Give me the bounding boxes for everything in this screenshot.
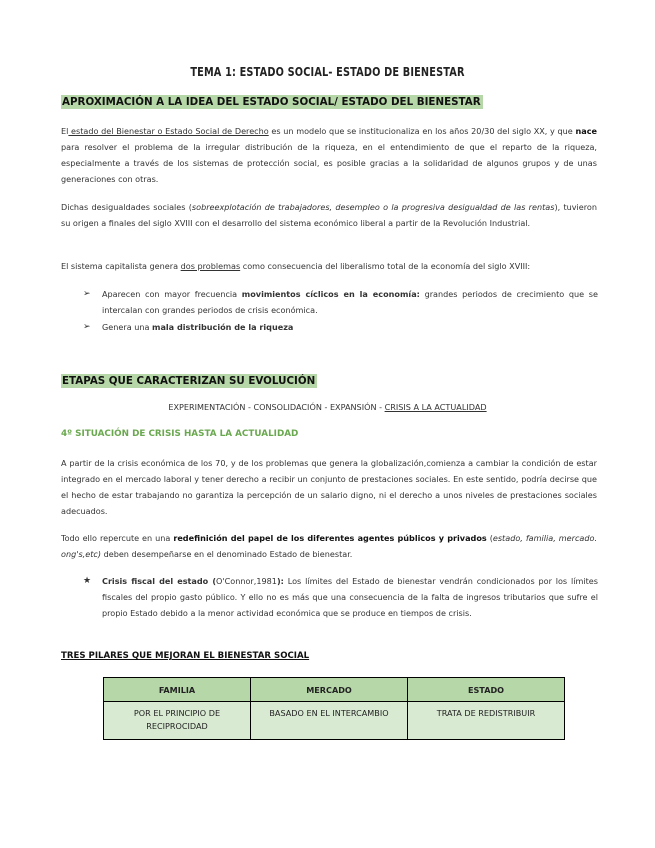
p1-mid: es un modelo que se institucionaliza en los años 20/30 del siglo XX, y que: [268, 126, 576, 136]
p1-underlined: estado del Bienestar o Estado Social de Derecho: [68, 126, 269, 136]
pillars-title: TRES PILARES QUE MEJORAN EL BIENESTAR SOCIAL: [61, 651, 310, 661]
header-familia: FAMILIA: [104, 678, 251, 702]
section-heading-aproximacion: APROXIMACIÓN A LA IDEA DEL ESTADO SOCIAL/ ESTADO DEL BIENESTAR: [62, 96, 481, 108]
table-row: [104, 702, 565, 740]
crisis-fiscal-list: [83, 573, 598, 621]
bullet-2-pre: Genera una: [102, 322, 153, 332]
list-item: [83, 286, 598, 318]
star-plain-1: O'Connor,1981: [216, 576, 277, 586]
table-header-row: [104, 678, 565, 702]
star-bullet-icon: ★: [83, 576, 92, 586]
list-item: [83, 573, 598, 621]
cell-mercado: BASADO EN EL INTERCAMBIO: [251, 702, 408, 740]
paragraph-sistema-capitalista: [61, 258, 597, 274]
p2-pre: Dichas desigualdades sociales (: [61, 202, 192, 212]
star-bold-2: ):: [276, 576, 284, 586]
arrow-bullet-icon: ➢: [83, 289, 91, 299]
subheading-crisis: 4º SITUACIÓN DE CRISIS HASTA LA ACTUALIDAD: [61, 429, 299, 439]
p3-post: como consecuencia del liberalismo total de la economía del siglo XVIII:: [240, 261, 531, 271]
bullet-1-post: grandes periodos de crecimiento que se intercalan con grandes periodos de crisis económica.: [102, 289, 598, 315]
paragraph-desigualdades: [61, 199, 597, 231]
star-bold-1: Crisis fiscal del estado (: [102, 576, 217, 586]
p3-pre: El sistema capitalista genera: [61, 261, 181, 271]
paragraph-estado-bienestar: [61, 123, 597, 187]
bullet-1-pre: Aparecen con mayor frecuencia: [102, 289, 242, 299]
stages-line: [0, 402, 655, 412]
section-heading-etapas: ETAPAS QUE CARACTERIZAN SU EVOLUCIÓN: [62, 375, 316, 387]
header-mercado: MERCADO: [251, 678, 408, 702]
stages-underlined: CRISIS A LA ACTUALIDAD: [384, 402, 487, 412]
p5-pre: Todo ello repercute en una: [61, 533, 174, 543]
star-post: Los límites del Estado de bienestar vendrán condicionados por los límites fiscales del propio gasto público. Y ello no es más que una consecuencia de la falta de ingresos tributarios que sufre el propio Estado debido a la menor actividad económica que se produce en tiempos de crisis.: [102, 576, 598, 618]
p3-underlined: dos problemas: [180, 261, 241, 271]
p1-post: para resolver el problema de la irregular distribución de la riqueza, en el entendimiento de que el reparto de la riqueza, especialmente a través de los sistemas de protección social, es posible gracias a la solidaridad de algunos grupos y de unas generaciones con otras.: [61, 142, 597, 185]
p2-post: ), tuvieron su origen a finales del siglo XVIII con el desarrollo del sistema económico liberal a partir de la Revolución Industrial.: [61, 202, 597, 229]
pillars-table: [103, 677, 565, 740]
arrow-bullet-icon: ➢: [83, 322, 91, 332]
p5-italic: estado, familia, mercado. ong's,etc): [61, 533, 598, 560]
stages-plain: EXPERIMENTACIÓN - CONSOLIDACIÓN - EXPANSIÓN -: [168, 402, 385, 412]
p5-mid: (: [486, 533, 493, 543]
paragraph-redefinicion: [61, 530, 597, 562]
header-estado: ESTADO: [408, 678, 565, 702]
p1-pre: El: [61, 126, 69, 136]
p5-post: deben desempeñarse en el denominado Estado de bienestar.: [101, 549, 353, 560]
cell-familia: POR EL PRINCIPIO DE RECIPROCIDAD: [104, 702, 251, 740]
bullet-2-bold: mala distribución de la riqueza: [152, 322, 294, 332]
document-title: TEMA 1: ESTADO SOCIAL- ESTADO DE BIENESTAR: [190, 64, 465, 79]
p2-italic: sobreexplotación de trabajadores, desempleo o la progresiva desigualdad de las rentas: [191, 202, 555, 212]
paragraph-crisis-70: A partir de la crisis económica de los 70, y de los problemas que genera la globalización,comienza a cambiar la condición de estar integrado en el mercado laboral y tener derecho a recibir un conjunto de prestaciones sociales. En este sentido, podría decirse que el hecho de estar trabajando no garantiza la percepción de un salario digno, ni el derecho a unos niveles de prestaciones sociales adecuados.: [61, 458, 597, 517]
problems-list: [83, 286, 598, 335]
p5-bold: redefinición del papel de los diferentes agentes públicos y privados: [173, 533, 487, 543]
bullet-1-bold: movimientos cíclicos en la economía:: [241, 289, 420, 299]
list-item: [83, 319, 598, 335]
cell-estado: TRATA DE REDISTRIBUIR: [408, 702, 565, 740]
p1-bold: nace: [575, 126, 597, 136]
